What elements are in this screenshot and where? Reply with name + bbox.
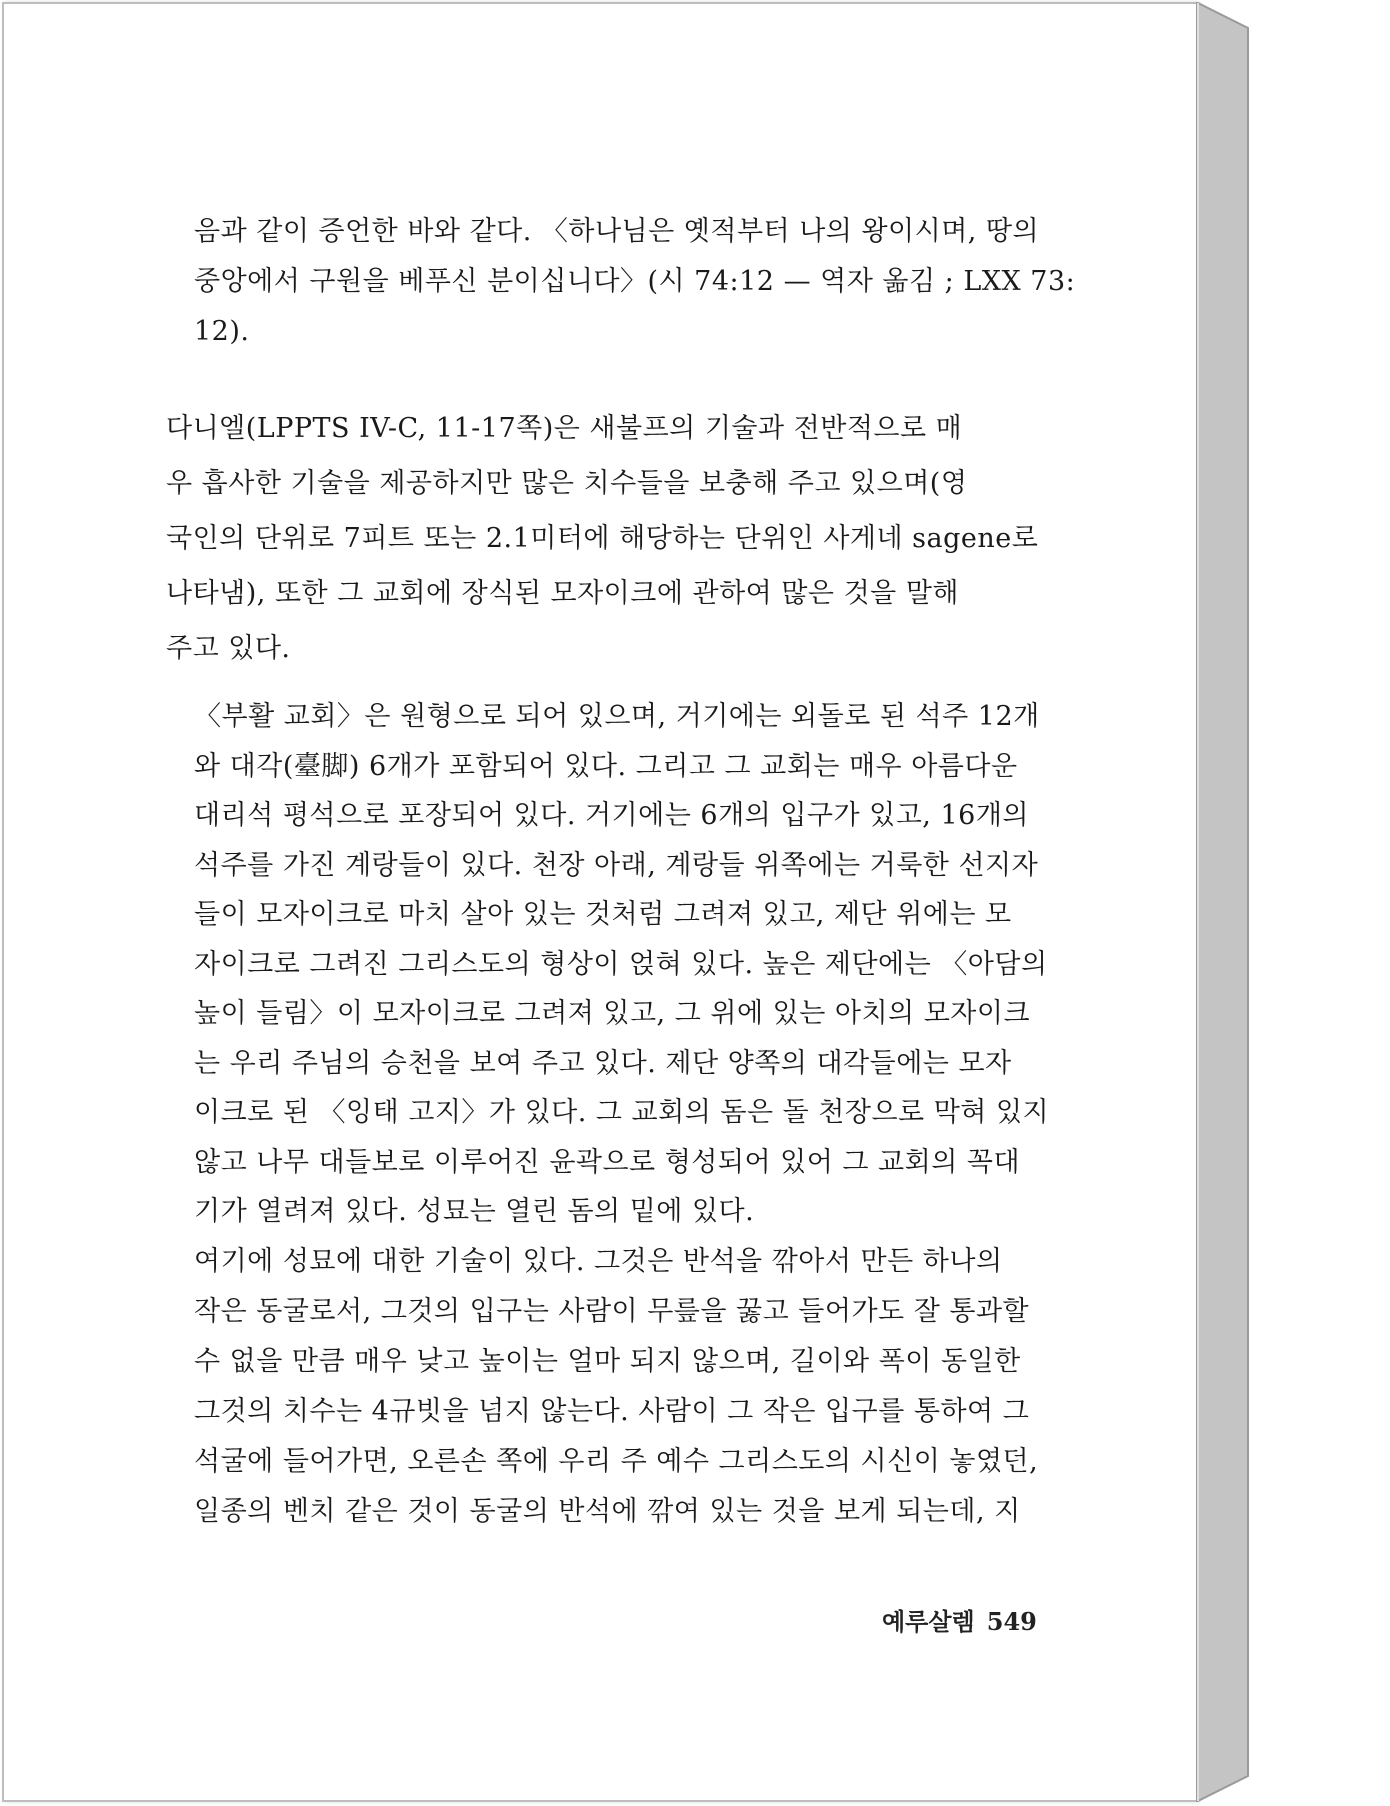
text-line: 음과 같이 증언한 바와 같다. 〈하나님은 옛적부터 나의 왕이시며, 땅의 [194,216,1040,247]
text-line: 일종의 벤치 같은 것이 동굴의 반석에 깎여 있는 것을 보게 되는데, 지 [194,1496,1021,1527]
text-line: 수 없을 만큼 매우 낮고 높이는 얼마 되지 않으며, 길이와 폭이 동일한 [194,1346,1021,1377]
book-spine-edge [1196,2,1256,1802]
text-line: 작은 동굴로서, 그것의 입구는 사람이 무릎을 꿇고 들어가도 잘 통과할 [194,1296,1030,1327]
text-line: 않고 나무 대들보로 이루어진 윤곽으로 형성되어 있어 그 교회의 꼭대 [194,1146,1021,1178]
text-line: 국인의 단위로 7피트 또는 2.1미터에 해당하는 단위인 사게네 sagene로 [166,523,1039,554]
text-line: 자이크로 그려진 그리스도의 형상이 얹혀 있다. 높은 제단에는 〈아담의 [194,948,1048,980]
text-line: 중앙에서 구원을 베푸신 분이십니다〉(시 74:12 — 역자 옮김 ; LXX 73: [194,266,1076,297]
text-line: 들이 모자이크로 마치 살아 있는 것처럼 그려져 있고, 제단 위에는 모 [194,899,1012,930]
text-line: 주고 있다. [166,633,291,664]
text-line: 다니엘(LPPTS IV-C, 11-17쪽)은 새불프의 기술과 전반적으로 매 [166,413,963,444]
page-number: 549 [986,1607,1037,1636]
page-footer [882,1602,1037,1637]
text-line: 석굴에 들어가면, 오른손 쪽에 우리 주 예수 그리스도의 시신이 놓였던, [194,1446,1039,1477]
text-line: 높이 들림〉이 모자이크로 그려져 있고, 그 위에 있는 아치의 모자이크 [194,998,1031,1029]
text-line: 와 대각(臺脚) 6개가 포함되어 있다. 그리고 그 교회는 매우 아름다운 [194,750,1018,782]
book-page [2,2,1198,1802]
text-line: 〈부활 교회〉은 원형으로 되어 있으며, 거기에는 외돌로 된 석주 12개 [194,701,1040,732]
running-head: 예루살렘 [882,1608,975,1636]
text-line: 석주를 가진 계랑들이 있다. 천장 아래, 계랑들 위쪽에는 거룩한 선지자 [194,849,1039,881]
text-line: 여기에 성묘에 대한 기술이 있다. 그것은 반석을 깎아서 만든 하나의 [194,1246,1003,1277]
text-line: 이크로 된 〈잉태 고지〉가 있다. 그 교회의 돔은 돌 천장으로 막혀 있지 [194,1097,1050,1128]
text-line: 는 우리 주님의 승천을 보여 주고 있다. 제단 양쪽의 대각들에는 모자 [194,1047,1012,1079]
text-line: 우 흡사한 기술을 제공하지만 많은 치수들을 보충해 주고 있으며(영 [166,468,968,499]
text-line: 그것의 치수는 4규빗을 넘지 않는다. 사람이 그 작은 입구를 통하여 그 [194,1396,1030,1427]
text-line: 12). [194,316,250,347]
text-line: 기가 열려져 있다. 성묘는 열린 돔의 밑에 있다. [194,1196,755,1227]
text-line: 나타냄), 또한 그 교회에 장식된 모자이크에 관하여 많은 것을 말해 [166,578,959,609]
text-line: 대리석 평석으로 포장되어 있다. 거기에는 6개의 입구가 있고, 16개의 [194,800,1029,831]
